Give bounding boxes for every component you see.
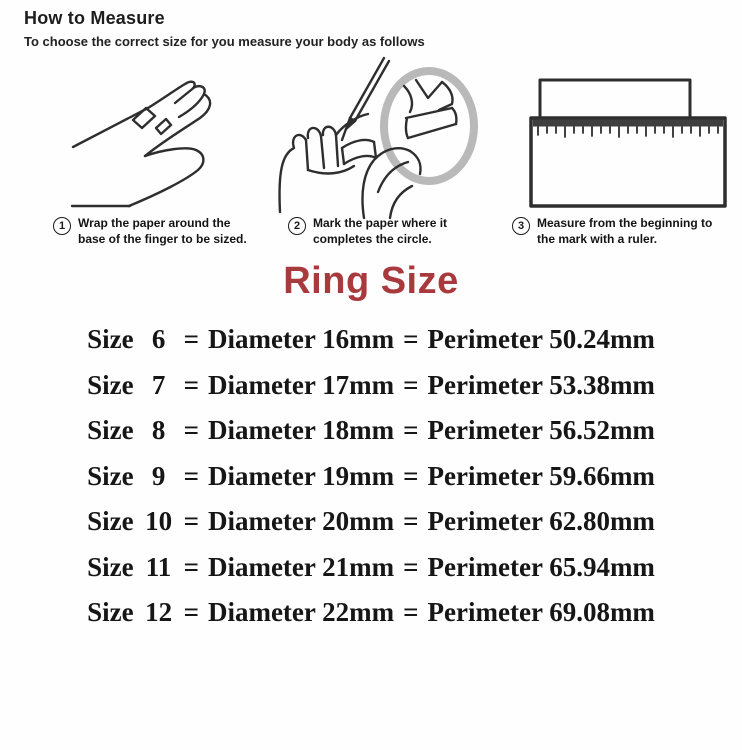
size-label: Size — [87, 460, 134, 491]
diameter-value: Diameter 18mm — [207, 415, 395, 446]
size-value: 7 — [151, 369, 166, 400]
size-label: Size — [87, 506, 134, 537]
perimeter-value: Perimeter 62.80mm — [427, 506, 655, 537]
size-row — [0, 499, 742, 545]
equals-sign: = — [403, 415, 419, 446]
diameter-value: Diameter 21mm — [207, 551, 395, 582]
diameter-value: Diameter 17mm — [207, 369, 395, 400]
perimeter-value: Perimeter 69.08mm — [427, 597, 655, 628]
caption-line: Wrap the paper around the — [78, 216, 231, 230]
equals-sign: = — [403, 551, 419, 582]
size-value: 9 — [151, 460, 166, 491]
perimeter-value: Perimeter 59.66mm — [427, 460, 655, 491]
size-row — [0, 545, 742, 591]
size-row — [0, 363, 742, 409]
step-2-number-badge: 2 — [288, 217, 306, 235]
hands-marking-paper-with-pen-icon — [266, 52, 496, 220]
size-value: 8 — [151, 415, 166, 446]
step-3-caption — [512, 216, 732, 247]
step-2-caption-text — [313, 216, 447, 247]
equals-sign: = — [403, 597, 419, 628]
step-1-number-badge: 1 — [53, 217, 71, 235]
size-label: Size — [87, 551, 134, 582]
size-label: Size — [87, 597, 134, 628]
size-row — [0, 317, 742, 363]
equals-sign: = — [183, 460, 199, 491]
size-row — [0, 590, 742, 636]
caption-line: the mark with a ruler. — [537, 231, 658, 246]
page-subtitle: To choose the correct size for you measure your body as follows — [24, 34, 425, 49]
equals-sign: = — [183, 415, 199, 446]
ruler-measuring-paper-icon — [528, 70, 728, 212]
caption-line: base of the finger to be sized. — [78, 231, 247, 246]
size-value: 12 — [145, 597, 173, 628]
perimeter-value: Perimeter 65.94mm — [427, 551, 655, 582]
size-label: Size — [87, 415, 134, 446]
size-row — [0, 454, 742, 500]
perimeter-value: Perimeter 50.24mm — [427, 324, 655, 355]
page-title: How to Measure — [24, 8, 165, 28]
perimeter-value: Perimeter 53.38mm — [427, 369, 655, 400]
equals-sign: = — [403, 460, 419, 491]
caption-line: Measure from the beginning to — [537, 216, 713, 230]
diameter-value: Diameter 22mm — [207, 597, 395, 628]
diameter-value: Diameter 19mm — [207, 460, 395, 491]
equals-sign: = — [183, 369, 199, 400]
equals-sign: = — [183, 506, 199, 537]
diameter-value: Diameter 20mm — [207, 506, 395, 537]
step-1-caption-text — [78, 216, 247, 247]
ring-size-table — [0, 317, 742, 636]
caption-line: completes the circle. — [313, 231, 432, 246]
equals-sign: = — [183, 551, 199, 582]
hand-with-paper-strip-icon — [58, 58, 263, 218]
equals-sign: = — [183, 324, 199, 355]
equals-sign: = — [403, 506, 419, 537]
equals-sign: = — [403, 324, 419, 355]
size-value: 6 — [151, 324, 166, 355]
perimeter-value: Perimeter 56.52mm — [427, 415, 655, 446]
size-value: 11 — [145, 551, 172, 582]
size-row — [0, 408, 742, 454]
caption-line: Mark the paper where it — [313, 216, 448, 230]
diameter-value: Diameter 16mm — [207, 324, 395, 355]
size-label: Size — [87, 324, 134, 355]
step-3-number-badge: 3 — [512, 217, 530, 235]
step-3-caption-text — [537, 216, 712, 247]
equals-sign: = — [183, 597, 199, 628]
size-value: 10 — [145, 506, 173, 537]
step-1-caption — [53, 216, 258, 247]
equals-sign: = — [403, 369, 419, 400]
ring-size-title: Ring Size — [283, 260, 459, 302]
size-label: Size — [87, 369, 134, 400]
step-2-caption — [288, 216, 473, 247]
